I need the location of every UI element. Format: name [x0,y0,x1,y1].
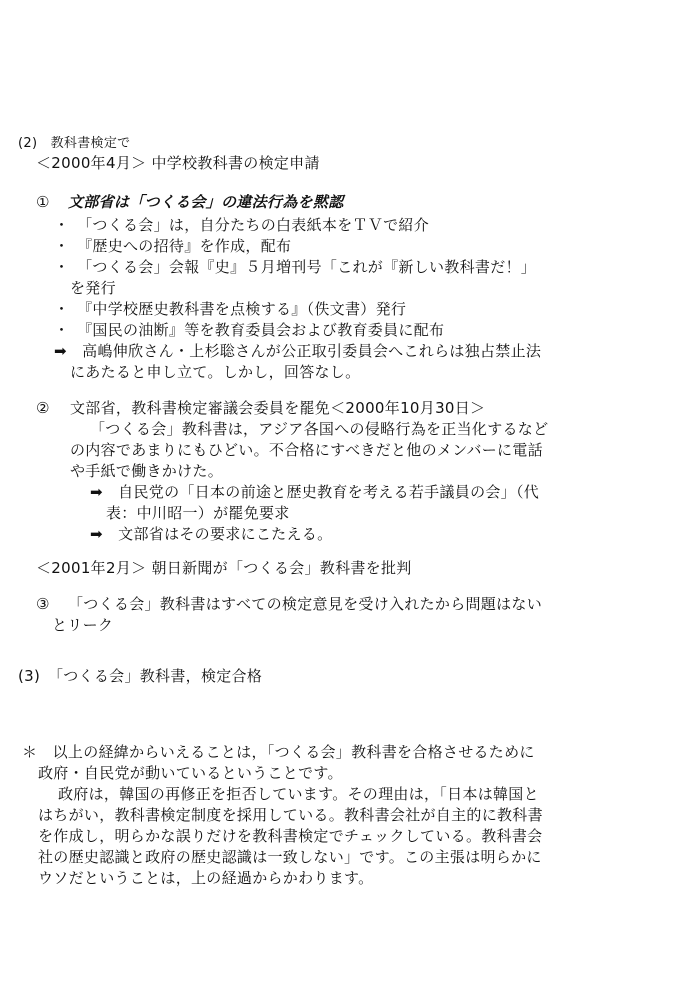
note-line-2: 政府・自民党が動いているということです。 [38,764,343,782]
item-1-arrow-line-2: にあたると申し立て。しかし，回答なし。 [70,363,361,381]
item-2-arrow-1-cont: 表：中川昭一）が罷免要求 [106,504,290,522]
item-3-line-1: 「つくる会」教科書はすべての検定意見を受け入れたから問題はない [68,595,543,613]
item-1-bullet-5: ・ 『国民の油断』等を教育委員会および教育委員に配布 [54,321,445,339]
item-1-title: 文部省は「つくる会」の違法行為を黙認 [68,193,344,211]
note-line-6: 社の歴史認識と政府の歴史認識は一致しない」です。この主張は明らかに [38,848,542,866]
section-2-heading: (2) 教科書検定で [18,136,131,151]
item-1-bullet-2: ・ 『歴史への招待』を作成，配布 [54,237,292,255]
item-1-arrow-line-1: ➡ 高嶋伸欣さん・上杉聡さんが公正取引委員会へこれらは独占禁止法 [54,342,542,360]
item-1-bullet-1: ・ 「つくる会」は，自分たちの白表紙本をＴＶで紹介 [54,216,430,234]
item-2-body-2: の内容であまりにもひどい。不合格にすべきだと他のメンバーに電話 [70,441,543,459]
item-2-body-1: 「つくる会」教科書は，アジア各国への侵略行為を正当化するなど [90,420,549,438]
note-line-5: を作成し，明らかな誤りだけを教科書検定でチェックしている。教科書会 [38,827,543,845]
item-2-marker: ② [36,399,50,417]
section-2-subheading: ＜2000年4月＞ 中学校教科書の検定申請 [36,154,320,172]
note-line-3: 政府は，韓国の再修正を拒否しています。その理由は，「日本は韓国と [58,785,539,803]
item-1-marker: ① [36,193,50,211]
item-1-bullet-3-cont: を発行 [70,279,116,297]
item-2-arrow-1: ➡ 自民党の「日本の前途と歴史教育を考える若手議員の会」（代 [90,483,540,501]
item-1-bullet-4: ・ 『中学校歴史教科書を点検する』（佚文書）発行 [54,300,407,318]
item-2-title: 文部省，教科書検定審議会委員を罷免＜2000年10月30日＞ [70,399,486,417]
asahi-criticism-line: ＜2001年2月＞ 朝日新聞が「つくる会」教科書を批判 [36,559,412,577]
section-3-heading: (3) 「つくる会」教科書，検定合格 [18,667,263,685]
item-3-line-2: とリーク [52,616,114,634]
note-line-4: はちがい，教科書検定制度を採用している。教科書会社が自主的に教科書 [38,806,543,824]
item-3-marker: ③ [36,595,50,613]
item-1-bullet-3: ・ 「つくる会」会報『史』５月増刊号「これが『新しい教科書だ！」 [54,258,537,276]
note-line-1: ＊ 以上の経緯からいえることは，「つくる会」教科書を合格させるために [22,743,535,761]
item-2-body-3: や手紙で働きかけた。 [70,462,224,480]
note-line-7: ウソだということは，上の経過からかわります。 [38,869,374,887]
item-2-arrow-2: ➡ 文部省はその要求にこたえる。 [90,525,333,543]
